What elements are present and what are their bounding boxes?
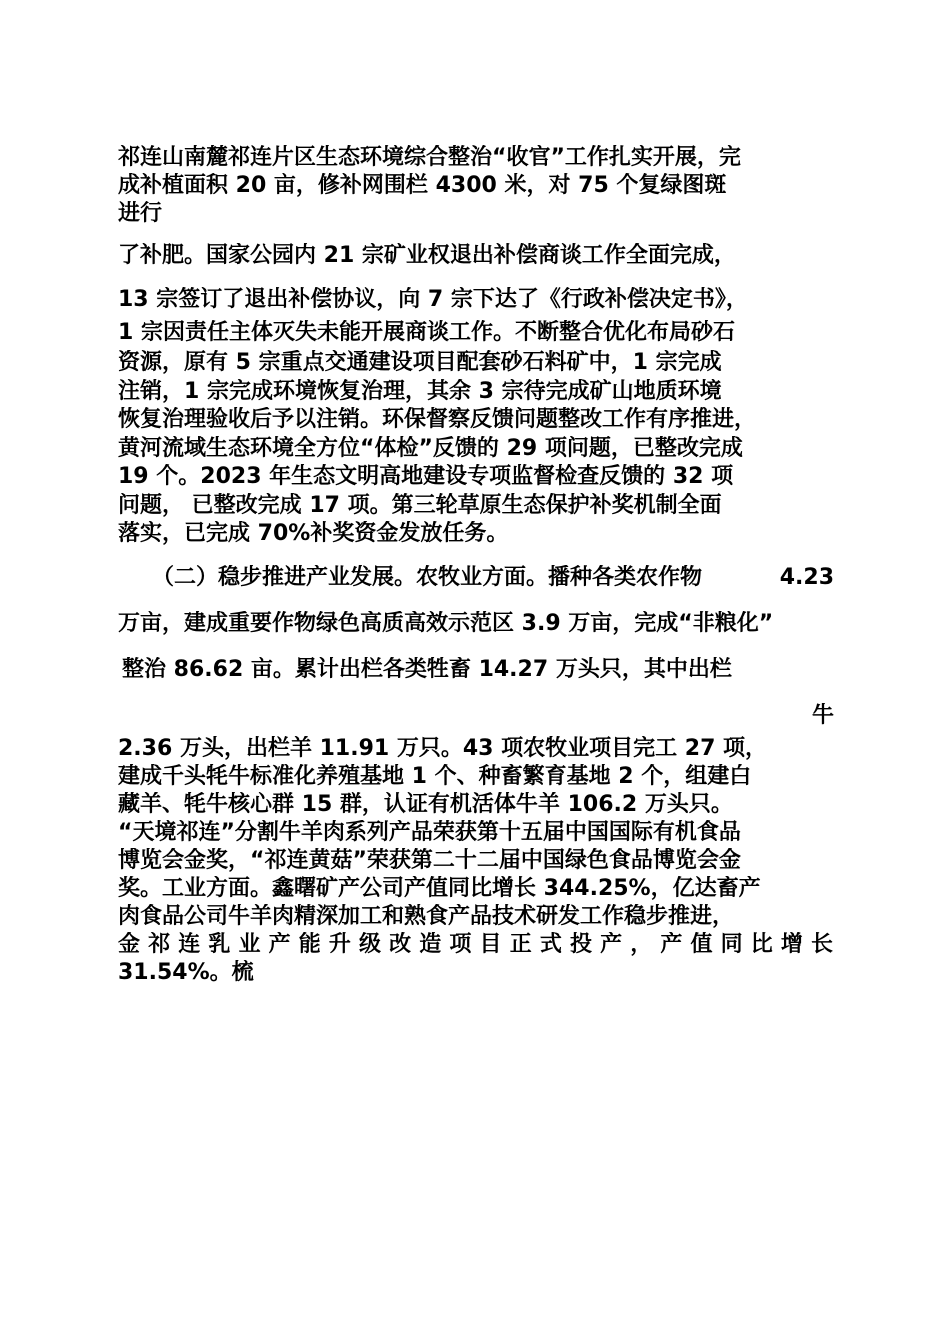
text-line: 4.23	[779, 565, 834, 590]
text-line: 13 宗签订了退出补偿协议，向 7 宗下达了《行政补偿决定书》，	[118, 287, 748, 312]
text-line: 牛	[811, 703, 834, 728]
text-line: 奖。工业方面。鑫曙矿产公司产值同比增长 344.25%，亿达畜产	[118, 876, 761, 901]
text-line: 资源，原有 5 宗重点交通建设项目配套砂石料矿中，1 宗完成	[118, 350, 722, 375]
text-line: 31.54%。梳	[118, 960, 254, 985]
text-line: 1 宗因责任主体灭失未能开展商谈工作。不断整合优化布局砂石	[118, 320, 735, 345]
text-line: 成补植面积 20 亩，修补网围栏 4300 米，对 75 个复绿图斑	[118, 173, 727, 198]
text-line: 博览会金奖，“祁连黄菇”荣获第二十二届中国绿色食品博览会金	[118, 848, 741, 873]
text-line: 藏羊、牦牛核心群 15 群，认证有机活体牛羊 106.2 万头只。	[118, 792, 733, 817]
text-line: 注销，1 宗完成环境恢复治理，其余 3 宗待完成矿山地质环境	[118, 379, 722, 404]
text-line: 万亩，建成重要作物绿色高质高效示范区 3.9 万亩，完成“非粮化”	[118, 611, 774, 636]
text-line: 19 个。2023 年生态文明高地建设专项监督检查反馈的 32 项	[118, 464, 734, 489]
text-line: 整治 86.62 亩。累计出栏各类牲畜 14.27 万头只，其中出栏	[122, 657, 732, 682]
text-line: “天境祁连”分割牛羊肉系列产品荣获第十五届中国国际有机食品	[118, 820, 741, 845]
text-line: 2.36 万头，出栏羊 11.91 万只。43 项农牧业项目完工 27 项，	[118, 736, 768, 761]
text-line: 进行	[118, 201, 163, 226]
text-line: 黄河流域生态环境全方位“体检”反馈的 29 项问题，已整改完成	[118, 436, 743, 461]
text-line: 问题， 已整改完成 17 项。第三轮草原生态保护补奖机制全面	[118, 493, 722, 518]
text-line: 金祁连乳业产能升级改造项目正式投产，产值同比增长	[118, 932, 834, 957]
text-line: 恢复治理验收后予以注销。环保督察反馈问题整改工作有序推进，	[118, 407, 757, 432]
text-line: 肉食品公司牛羊肉精深加工和熟食产品技术研发工作稳步推进，	[118, 904, 735, 929]
text-line: 落实，已完成 70%补奖资金发放任务。	[118, 521, 509, 546]
section-heading: （二）稳步推进产业发展。农牧业方面。播种各类农作物	[152, 565, 703, 590]
text-line: 建成千头牦牛标准化养殖基地 1 个、种畜繁育基地 2 个，组建白	[118, 764, 752, 789]
text-line: 祁连山南麓祁连片区生态环境综合整治“收官”工作扎实开展，完	[118, 145, 741, 170]
text-line: 了补肥。国家公园内 21 宗矿业权退出补偿商谈工作全面完成，	[118, 243, 736, 268]
